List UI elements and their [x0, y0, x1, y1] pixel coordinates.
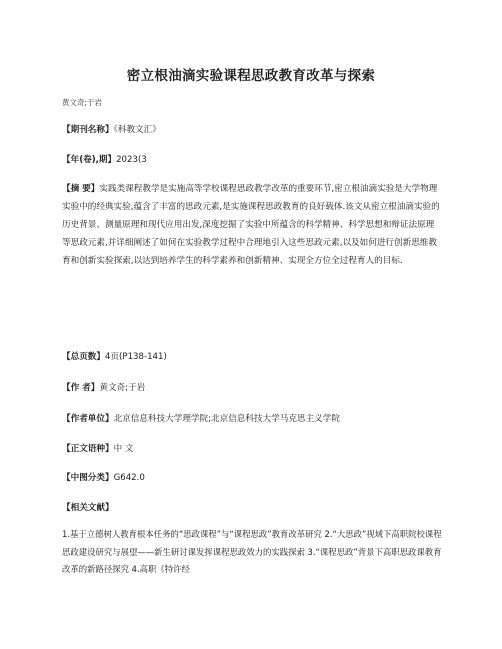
field-language [62, 440, 442, 458]
journal-label: 【期刊名称】 [62, 125, 114, 135]
abstract-label: 【摘 要】 [62, 184, 100, 194]
lang-label: 【正文语种】 [62, 444, 114, 454]
field-references-heading [62, 499, 442, 517]
unit-value: 北京信息科技大学理学院;北京信息科技大学马克思主义学院 [113, 414, 340, 424]
field-abstract [62, 180, 442, 270]
year-label: 【年(卷),期】 [62, 155, 117, 165]
page-title: 密立根油滴实验课程思政教育改革与探索 [126, 68, 376, 84]
abstract-value: 实践类课程教学是实施高等学校课程思政教学改革的重要环节,密立根油滴实验是大学物理实验中的经典实验,蕴含了丰富的思政元素,是实施课程思政教育的良好载体.该文从密立根油滴实验的历史背景、测量原理和现代应用出发,深度挖掘了实验中所蕴含的科学精神、科学思想和辩证法原理等思政元素,并详细阐述了如何在实验教学过程中合理地引入这些思政元素,以及如何进行创新思维教育和创新实验探索,以达到培养学生的科学素养和创新精神、实现全方位全过程育人的目标. [62, 184, 440, 266]
refs-label: 【相关文献】 [62, 503, 114, 513]
unit-label: 【作者单位】 [62, 414, 114, 424]
field-classification [62, 469, 442, 487]
field-journal [62, 121, 442, 139]
year-value: 2023(3 [116, 155, 147, 165]
class-value: G642.0 [113, 473, 145, 483]
author-value: 黄文奇;于岩 [99, 383, 146, 393]
field-author [62, 379, 442, 397]
pages-label: 【总页数】 [62, 352, 105, 362]
lang-value: 中 文 [113, 444, 134, 454]
field-year [62, 151, 442, 169]
journal-value: 《科教文汇》 [113, 125, 161, 135]
class-label: 【中图分类】 [62, 473, 114, 483]
authors-line: 黄文奇;于岩 [62, 98, 103, 107]
pages-value: 4页(P138-141) [104, 352, 167, 362]
author-label: 【作 者】 [62, 383, 100, 393]
field-pages [62, 348, 442, 366]
references-text: 1.基于立德树人教育根本任务的“思政课程”与“课程思政”教育改革研究 2.“大思政”视域下高职院校课程思政建设研究与展望——新生研讨课发挥课程思政效力的实践探索 3.“课程思政”背景下高职思政课教育改革的新路径探究 4.高职《特许经 [62, 529, 442, 574]
field-unit [62, 410, 442, 428]
